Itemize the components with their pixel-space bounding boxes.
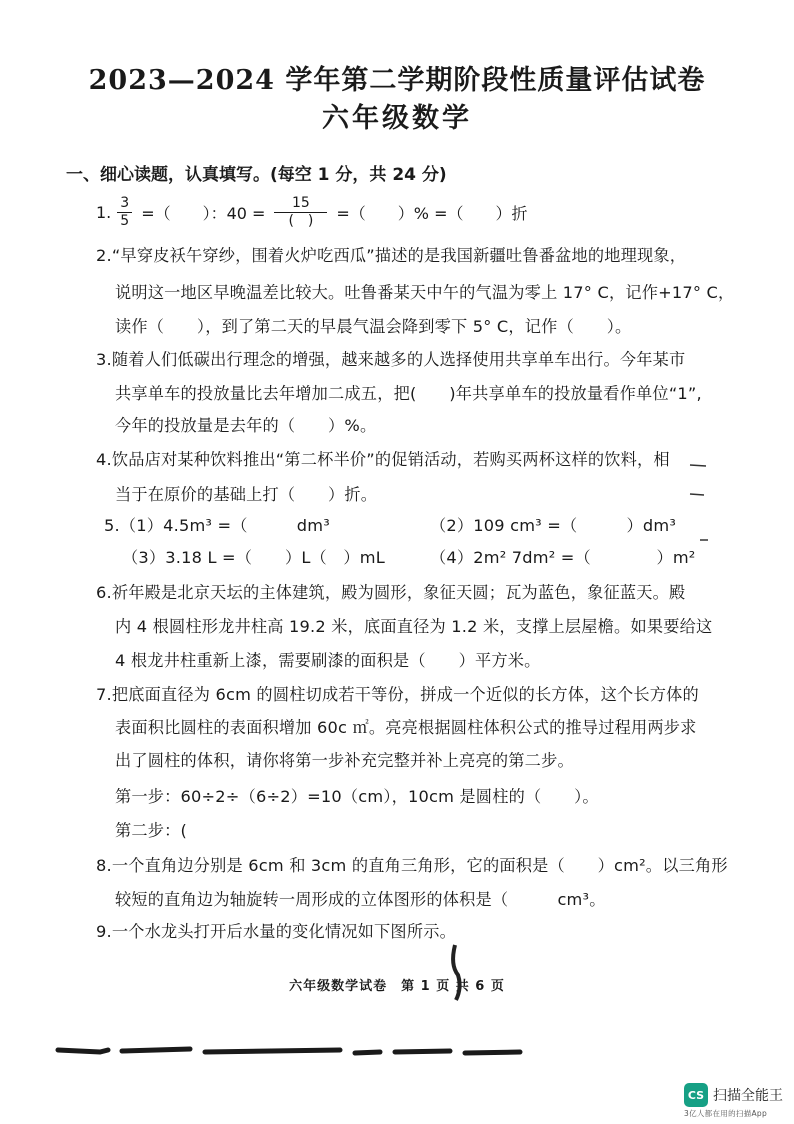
question-4-line-2: 当于在原价的基础上打（ ）折。 — [115, 485, 378, 504]
page-footer: 六年级数学试卷 第 1 页 共 6 页 — [289, 979, 505, 994]
exam-subtitle: 六年级数学 — [322, 103, 472, 134]
question-1-part-1: =（ ）：40 = — [141, 203, 266, 223]
question-7-line-3: 出了圆柱的体积，请你将第一步补充完整并补上亮亮的第二步。 — [115, 751, 574, 770]
question-3-line-2: 共享单车的投放量比去年增加二成五，把( )年共享单车的投放量看作单位“1”, — [115, 384, 702, 403]
scanner-watermark — [684, 1083, 783, 1107]
question-2-line-3: 读作（ ），到了第二天的早晨气温会降到零下 5° C，记作（ ）。 — [115, 317, 632, 336]
question-3-line-3: 今年的投放量是去年的（ ）%。 — [115, 416, 377, 435]
question-5-part-3: （3）3.18 L =（ ）L（ ）mL — [122, 548, 385, 567]
fraction-three-fifths — [117, 196, 132, 228]
question-1 — [96, 188, 531, 236]
question-3-line-1: 3.随着人们低碳出行理念的增强，越来越多的人选择使用共享单车出行。今年某市 — [96, 350, 686, 369]
question-5-part-1: 5.（1）4.5m³ =（ dm³ — [104, 516, 330, 535]
question-8-line-2: 较短的直角边为轴旋转一周形成的立体图形的体积是（ cm³。 — [115, 890, 606, 909]
fraction-denominator: ( ) — [288, 212, 314, 229]
question-9-line-1: 9.一个水龙头打开后水量的变化情况如下图所示。 — [96, 922, 456, 941]
question-7-step-2: 第二步：( — [115, 821, 188, 840]
scan-edge-line — [58, 1049, 520, 1053]
question-7-line-1: 7.把底面直径为 6cm 的圆柱切成若干等份，拼成一个近似的长方体，这个长方体的 — [96, 685, 699, 704]
scan-marks — [690, 465, 708, 540]
question-6-line-2: 内 4 根圆柱形龙井柱高 19.2 米，底面直径为 1.2 米，支撑上层屋檐。如果要给这 — [115, 617, 713, 636]
fraction-fifteen-over-blank — [274, 196, 327, 228]
question-5-part-2: （2）109 cm³ =（ ）dm³ — [430, 516, 677, 535]
question-4-line-1: 4.饮品店对某种饮料推出“第二杯半价”的促销活动，若购买两杯这样的饮料，相 — [96, 450, 670, 469]
scanner-tagline: 3亿人都在用的扫描App — [684, 1109, 768, 1118]
question-1-number: 1. — [96, 202, 112, 222]
question-1-part-2: =（ ）% =（ ）折 — [336, 203, 528, 223]
exam-title: 2023—2024 学年第二学期阶段性质量评估试卷 — [88, 65, 706, 96]
cs-logo-icon: CS — [684, 1083, 708, 1107]
scanner-app-name: 扫描全能王 — [713, 1088, 783, 1104]
question-6-line-3: 4 根龙井柱重新上漆，需要刷漆的面积是（ ）平方米。 — [115, 651, 541, 670]
question-7-step-1: 第一步：60÷2÷（6÷2）=10（cm），10cm 是圆柱的（ ）。 — [115, 787, 599, 806]
question-2-line-1: 2.“早穿皮袄午穿纱，围着火炉吃西瓜”描述的是我国新疆吐鲁番盆地的地理现象， — [96, 246, 687, 265]
section-heading: 一、细心读题，认真填写。(每空 1 分，共 24 分) — [66, 165, 447, 185]
question-5-part-4: （4）2m² 7dm² =（ ）m² — [430, 548, 696, 567]
question-2-line-2: 说明这一地区早晚温差比较大。吐鲁番某天中午的气温为零上 17° C，记作+17° C， — [115, 283, 735, 302]
fraction-denominator: 5 — [120, 212, 130, 229]
fraction-numerator: 3 — [120, 194, 130, 211]
question-8-line-1: 8.一个直角边分别是 6cm 和 3cm 的直角三角形，它的面积是（ ）cm²。以三角形 — [96, 856, 728, 875]
question-7-line-2: 表面积比圆柱的表面积增加 60c ㎡。亮亮根据圆柱体积公式的推导过程用两步求 — [115, 718, 697, 737]
fraction-numerator: 15 — [292, 194, 310, 211]
question-6-line-1: 6.祈年殿是北京天坛的主体建筑，殿为圆形，象征天圆；瓦为蓝色，象征蓝天。殿 — [96, 583, 686, 602]
